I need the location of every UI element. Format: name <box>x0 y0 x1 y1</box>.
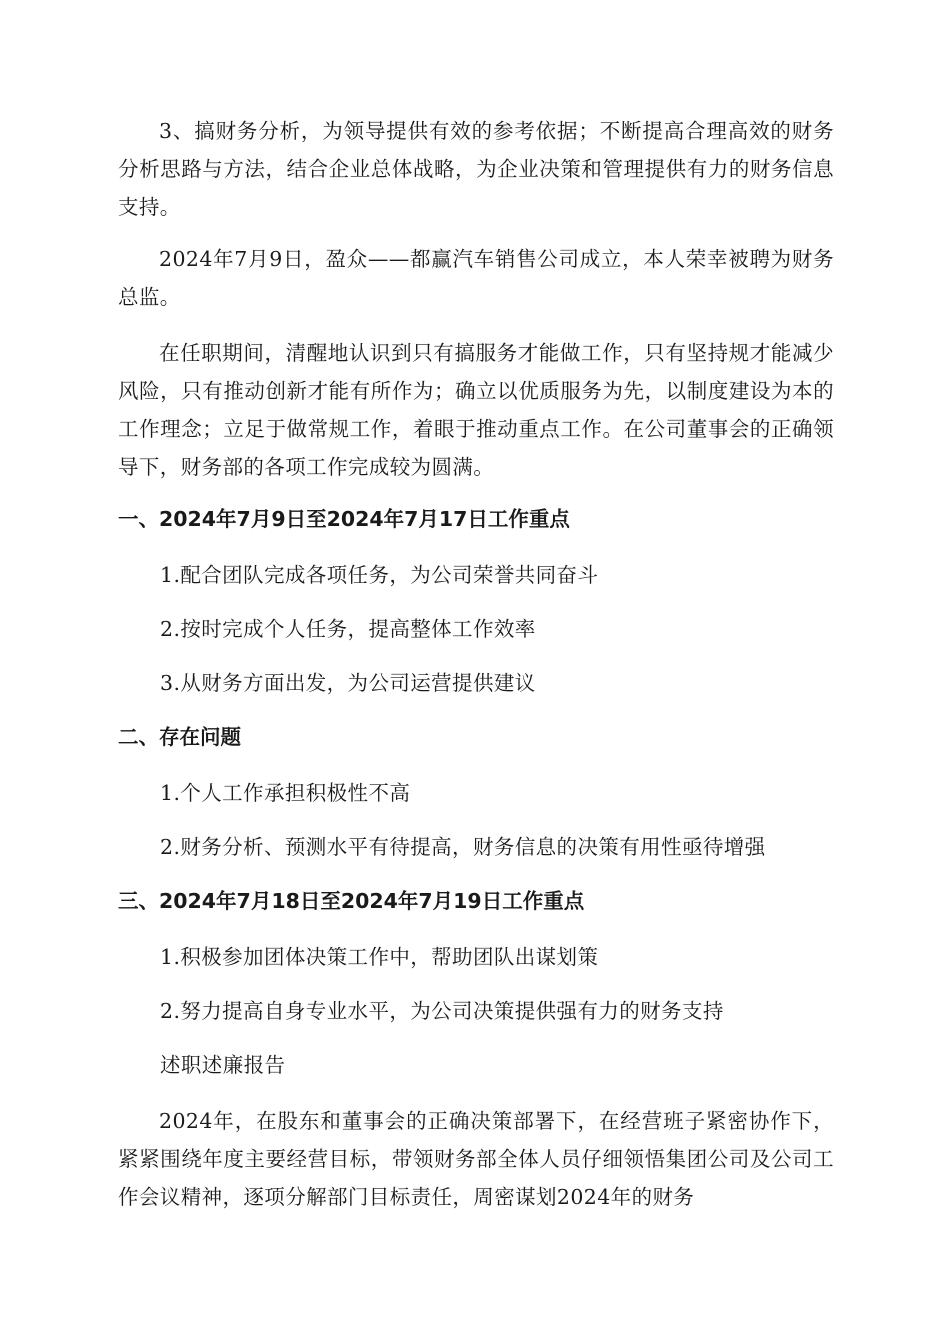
list-item: 1.配合团队完成各项任务，为公司荣誉共同奋斗 <box>160 563 599 587</box>
section-heading-1: 一、2024年7月9日至2024年7月17日工作重点 <box>118 507 570 531</box>
paragraph-financial-analysis: 3、搞财务分析，为领导提供有效的参考依据；不断提高合理高效的财务分析思路与方法，结合企业总体战略，为企业决策和管理提供有力的财务信息支持。 <box>118 119 834 219</box>
paragraph-appointment: 2024年7月9日，盈众——都赢汽车销售公司成立，本人荣幸被聘为财务总监。 <box>118 247 834 309</box>
list-item: 2.财务分析、预测水平有待提高，财务信息的决策有用性亟待增强 <box>160 835 766 859</box>
paragraph-tenure: 在任职期间，清醒地认识到只有搞服务才能做工作，只有坚持规才能减少风险，只有推动创新才能有所作为；确立以优质服务为先，以制度建设为本的工作理念；立足于做常规工作，着眼于推动重点工作。在公司董事会的正确领导下，财务部的各项工作完成较为圆满。 <box>118 341 834 479</box>
list-item: 1.个人工作承担积极性不高 <box>160 781 411 805</box>
list-item: 2.努力提高自身专业水平，为公司决策提供强有力的财务支持 <box>160 999 724 1023</box>
report-title: 述职述廉报告 <box>160 1053 286 1077</box>
list-item: 2.按时完成个人任务，提高整体工作效率 <box>160 617 536 641</box>
section-heading-3: 三、2024年7月18日至2024年7月19日工作重点 <box>118 889 585 913</box>
list-item: 1.积极参加团体决策工作中，帮助团队出谋划策 <box>160 945 599 969</box>
section-heading-2: 二、存在问题 <box>118 725 241 749</box>
list-item: 3.从财务方面出发，为公司运营提供建议 <box>160 671 536 695</box>
paragraph-closing: 2024年，在股东和董事会的正确决策部署下，在经营班子紧密协作下，紧紧围绕年度主要经营目标，带领财务部全体人员仔细领悟集团公司及公司工作会议精神，逐项分解部门目标责任，周密谋划2024年的财务 <box>118 1109 834 1209</box>
